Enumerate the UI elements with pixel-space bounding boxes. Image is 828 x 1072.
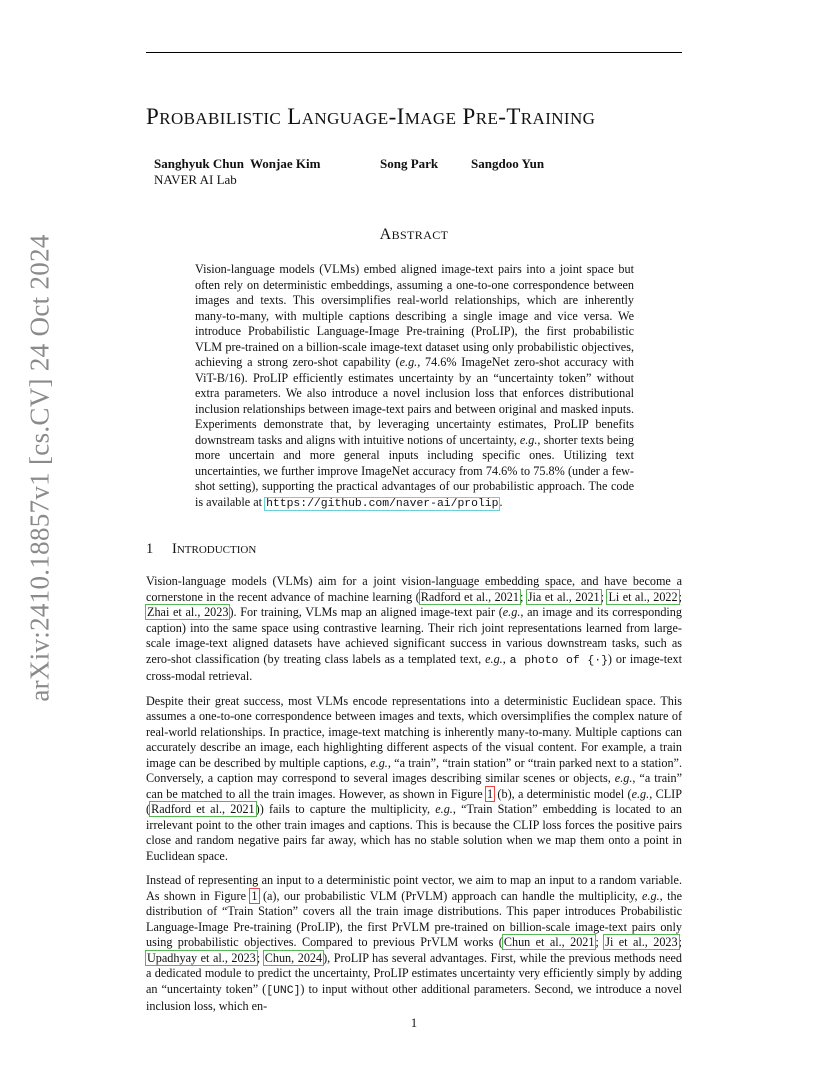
- abstract-text: Vision-language models (VLMs) embed aligned image-text pairs into a joint space but often rely on deterministic embeddings, assuming a one-to-one correspondence between images and texts. This oversimplifies real-world relationships, which are inherently many-to-many, with multiple captions describing a single image and vice versa. We introduce Probabilistic Language-Image Pre-training (ProLIP), the first probabilistic VLM pre-trained on a billion-scale image-text dataset using only probabilistic objectives, achieving a strong zero-shot capability (e.g., 74.6% ImageNet zero-shot accuracy with ViT-B/16). ProLIP efficiently estimates uncertainty by an “uncertainty token” without extra parameters. We also introduce a novel inclusion loss that enforces distributional inclusion relationships between image-text pairs and between original and masked inputs. Experiments demonstrate that, by leveraging uncertainty estimates, ProLIP benefits downstream tasks and aligns with intuitive notions of uncertainty, e.g., shorter texts being more uncertain and more general inputs including specific ones. Utilizing text uncertainties, we further improve ImageNet accuracy from 74.6% to 75.8% (under a few-shot setting), supporting the practical advantages of our probabilistic approach. The code is available at https://github.com/naver-ai/prolip.: [195, 262, 634, 510]
- citation-link[interactable]: Zhai et al., 2023: [147, 605, 229, 619]
- paragraph: Instead of representing an input to a deterministic point vector, we aim to map an input to a random variable. As shown in Figure 1 (a), our probabilistic VLM (PrVLM) approach can handle the multiplicity, e.g., the distribution of “Train Station” covers all the train image distributions. This paper introduces Probabilistic Language-Image Pre-training (ProLIP), the first PrVLM pre-trained on billion-scale image-text pairs only using probabilistic objectives. Compared to previous PrVLM works (Chun et al., 2021; Ji et al., 2023; Upadhyay et al., 2023; Chun, 2024), ProLIP has several advantages. First, while the previous methods need a dedicated module to predict the uncertainty, ProLIP estimates uncertainty very efficiently simply by adding an “uncertainty token” ([UNC]) to input without other additional parameters. Second, we introduce a novel inclusion loss, which en-: [146, 873, 683, 1013]
- citation-link[interactable]: Ji et al., 2023: [605, 935, 678, 949]
- author-name: Sanghyuk Chun: [154, 156, 244, 171]
- abstract-heading: ABSTRACT: [379, 226, 449, 243]
- top-rule: [146, 52, 682, 53]
- citation-link[interactable]: Radford et al., 2021: [420, 589, 519, 604]
- author-name: Wonjae Kim: [250, 156, 321, 171]
- figure-ref-link[interactable]: 1: [251, 888, 258, 903]
- author-name: Sangdoo Yun: [471, 156, 545, 171]
- citation-link[interactable]: Jia et al., 2021: [527, 589, 600, 604]
- page-number: 1: [410, 1016, 418, 1030]
- citation-link[interactable]: Radford et al., 2021: [151, 802, 255, 816]
- arxiv-identifier: arXiv:2410.18857v1 [cs.CV] 24 Oct 2024: [24, 234, 55, 702]
- citation-link[interactable]: Chun, 2024: [264, 950, 323, 965]
- citation-link[interactable]: Upadhyay et al., 2023: [147, 950, 256, 965]
- author-name: Song Park: [380, 156, 439, 171]
- section-heading-introduction: 1 INTRODUCTION: [146, 541, 257, 557]
- paper-title: PROBABILISTIC LANGUAGE-IMAGE PRE-TRAINING: [146, 104, 596, 129]
- paragraph: Despite their great success, most VLMs encode representations into a deterministic Euclidean space. This assumes a one-to-one correspondence between images and texts, which oversimplifies the complex nature of real-world relationships. In practice, image-text matching is inherently many-to-many. Multiple captions can accurately describe an image, each highlighting different aspects of the visual content. For example, a train image can be described by multiple captions, e.g., “a train”, “train station” or “train parked next to a station”. Conversely, a caption may correspond to several images describing similar scenes or objects, e.g., “a train” can be matched to all the train images. However, as shown in Figure 1 (b), a deterministic model (e.g., CLIP (Radford et al., 2021)) fails to capture the multiplicity, e.g., “Train Station” embedding is located to an irrelevant point to the other train images and captions. This is because the CLIP loss forces the positive pairs close and random negative pairs far away, which has no stable solution when we map them onto a point in Euclidean space.: [146, 693, 682, 863]
- affiliation: NAVER AI Lab: [154, 172, 237, 187]
- citation-link[interactable]: Li et al., 2022: [608, 589, 678, 604]
- code-link[interactable]: https://github.com/naver-ai/prolip: [266, 497, 499, 510]
- citation-link[interactable]: Chun et al., 2021: [503, 935, 595, 949]
- paragraph: Vision-language models (VLMs) aim for a joint vision-language embedding space, and have become a cornerstone in the recent advance of machine learning (Radford et al., 2021; Jia et al., 2021; Li et al., 2022; Zhai et al., 2023). For training, VLMs map an aligned image-text pair (e.g., an image and its corresponding caption) into the same space using contrastive learning. Their rich joint representations learned from large-scale image-text aligned datasets have achieved significant success in various downstream tasks, such as zero-shot classification (by treating class labels as a templated text, e.g., a photo of {·}) or image-text cross-modal retrieval.: [146, 574, 683, 683]
- introduction-body: [146, 574, 682, 1024]
- figure-ref-link[interactable]: 1: [487, 786, 494, 801]
